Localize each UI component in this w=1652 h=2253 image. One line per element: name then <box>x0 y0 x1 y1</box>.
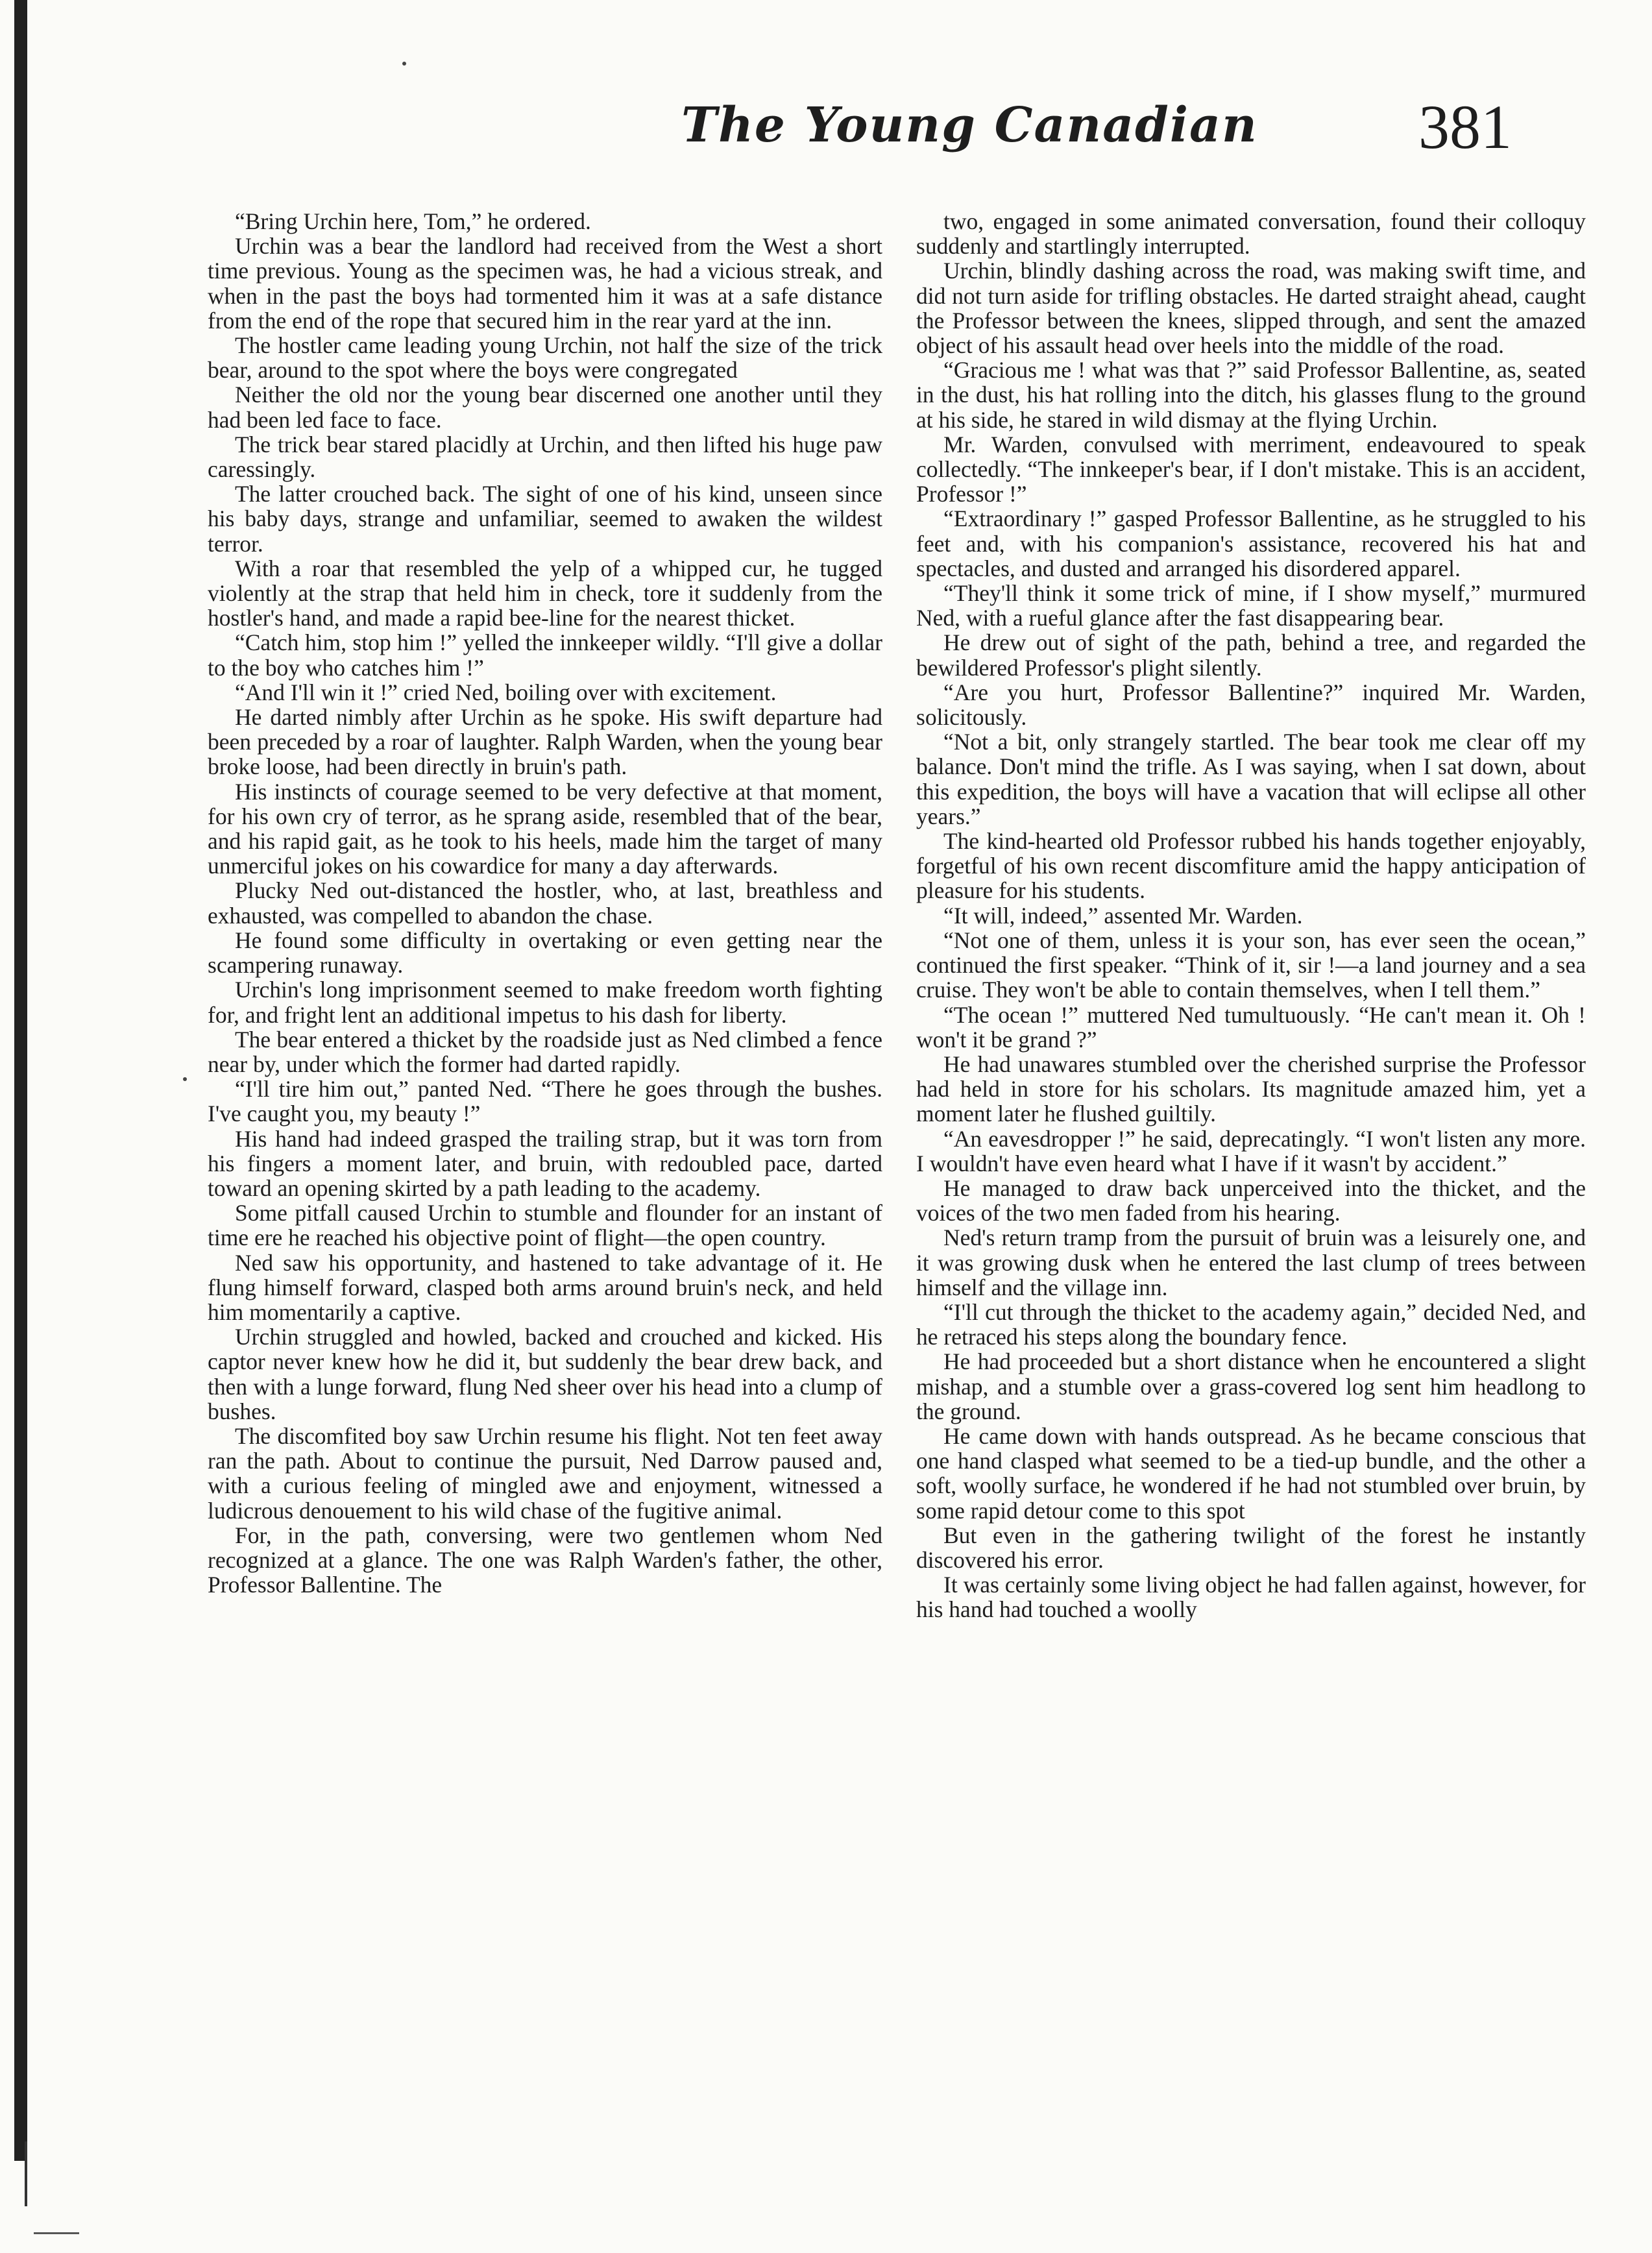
paragraph: He drew out of sight of the path, behind a tree, and regarded the bewildered Professor's plight silently. <box>916 629 1586 681</box>
paragraph: Mr. Warden, convulsed with merriment, endeavoured to speak collectedly. “The innkeeper's bear, if I don't mistake. This is an accident, Professor !” <box>916 431 1586 507</box>
paragraph: two, engaged in some animated conversation, found their colloquy suddenly and startlingly interrupted. <box>916 208 1586 260</box>
paragraph: “It will, indeed,” assented Mr. Warden. <box>943 902 1303 929</box>
right-column <box>916 209 1586 1622</box>
paragraph: He had unawares stumbled over the cherished surprise the Professor had held in store for his scholars. Its magnitude amazed him, yet a moment later he flushed guiltily. <box>916 1051 1586 1127</box>
paragraph: Some pitfall caused Urchin to stumble and flounder for an instant of time ere he reached his objective point of flight—the open country. <box>208 1200 882 1251</box>
paragraph: He managed to draw back unperceived into the thicket, and the voices of the two men faded from his hearing. <box>916 1175 1586 1226</box>
left-column <box>208 209 882 1597</box>
paragraph: Urchin was a bear the landlord had received from the West a short time previous. Young as the specimen was, he had a vicious streak, and when in the past the boys had tormented him it was at a safe distance from the end of the rope that secured him in the rear yard at the inn. <box>208 233 882 334</box>
print-speck <box>183 1077 187 1081</box>
paragraph: For, in the path, conversing, were two gentlemen whom Ned recognized at a glance. The one was Ralph Warden's father, the other, Professor Ballentine. The <box>208 1522 882 1598</box>
paragraph: He had proceeded but a short distance when he encountered a slight mishap, and a stumble over a grass-covered log sent him headlong to the ground. <box>916 1348 1586 1424</box>
paragraph: “The ocean !” muttered Ned tumultuously. “He can't mean it. Oh ! won't it be grand ?” <box>916 1001 1586 1053</box>
paragraph: Ned's return tramp from the pursuit of bruin was a leisurely one, and it was growing dusk when he entered the last clump of trees between himself and the village inn. <box>916 1224 1586 1300</box>
paragraph: He found some difficulty in overtaking or even getting near the scampering runaway. <box>208 927 882 979</box>
paragraph: “Extraordinary !” gasped Professor Ballentine, as he struggled to his feet and, with his companion's assistance, recovered his hat and spectacles, and dusted and arranged his disordered apparel. <box>916 505 1586 581</box>
page-number: 381 <box>1418 92 1512 162</box>
paragraph: Urchin struggled and howled, backed and crouched and kicked. His captor never knew how he did it, but suddenly the bear drew back, and then with a lunge forward, flung Ned sheer over his head into a clump of bushes. <box>208 1324 882 1424</box>
paragraph: The kind-hearted old Professor rubbed his hands together enjoyably, forgetful of his own recent discomfiture amid the happy anticipation of pleasure for his students. <box>916 828 1586 904</box>
paragraph: Urchin, blindly dashing across the road, was making swift time, and did not turn aside for trifling obstacles. He darted straight ahead, caught the Professor between the knees, slipped through, and sent the amazed object of his assault head over heels into the middle of the road. <box>916 258 1586 359</box>
print-speck <box>402 62 406 66</box>
paragraph: The hostler came leading young Urchin, not half the size of the trick bear, around to the spot where the boys were congregated <box>208 332 882 384</box>
page-binding-edge-bottom <box>25 2141 34 2206</box>
paragraph: “Bring Urchin here, Tom,” he ordered. <box>235 208 591 234</box>
paragraph: His instincts of courage seemed to be very defective at that moment, for his own cry of terror, as he sprang aside, resembled that of the bear, and his rapid gait, as he took to his heels, made him the target of many unmerciful jokes on his cowardice for many a day afterwards. <box>208 778 882 879</box>
paragraph: “An eavesdropper !” he said, deprecatingly. “I won't listen any more. I wouldn't have even heard what I have if it wasn't by accident.” <box>916 1125 1586 1176</box>
paragraph: Neither the old nor the young bear discerned one another until they had been led face to face. <box>208 382 882 433</box>
paragraph: Ned saw his opportunity, and hastened to take advantage of it. He flung himself forward, clasped both arms around bruin's neck, and held him momentarily a captive. <box>208 1249 882 1325</box>
journal-title: The Young Canadian <box>681 97 1258 153</box>
paragraph: It was certainly some living object he had fallen against, however, for his hand had touched a woolly <box>916 1572 1586 1623</box>
page-corner-mark <box>34 2232 79 2234</box>
paragraph: “They'll think it some trick of mine, if I show myself,” murmured Ned, with a rueful glance after the fast disappearing bear. <box>916 580 1586 631</box>
paragraph: His hand had indeed grasped the trailing strap, but it was torn from his fingers a moment later, and bruin, with redoubled pace, darted toward an opening skirted by a path leading to the academy. <box>208 1125 882 1201</box>
paragraph: “Catch him, stop him !” yelled the innkeeper wildly. “I'll give a dollar to the boy who catches him !” <box>208 629 882 681</box>
paragraph: “Not one of them, unless it is your son, has ever seen the ocean,” continued the first speaker. “Think of it, sir !—a land journey and a sea cruise. They won't be able to contain themselves, when I tell them.” <box>916 927 1586 1003</box>
paragraph: “Are you hurt, Professor Ballentine?” inquired Mr. Warden, solicitously. <box>916 679 1586 731</box>
page-binding-edge <box>14 0 27 2161</box>
paragraph: With a roar that resembled the yelp of a whipped cur, he tugged violently at the strap that held him in check, tore it suddenly from the hostler's hand, and made a rapid bee-line for the nearest thicket. <box>208 555 882 631</box>
paragraph: “I'll tire him out,” panted Ned. “There he goes through the bushes. I've caught you, my beauty !” <box>208 1076 882 1127</box>
paragraph: He darted nimbly after Urchin as he spoke. His swift departure had been preceded by a roar of laughter. Ralph Warden, when the young bear broke loose, had been directly in bruin's path. <box>208 704 882 780</box>
page-header <box>214 91 1518 182</box>
paragraph: “Not a bit, only strangely startled. The bear took me clear off my balance. Don't mind the trifle. As I was saying, when I sat down, about this expedition, the boys will have a vacation that will eclipse all other years.” <box>916 729 1586 829</box>
paragraph: “And I'll win it !” cried Ned, boiling over with excitement. <box>235 679 777 705</box>
paragraph: “I'll cut through the thicket to the academy again,” decided Ned, and he retraced his steps along the boundary fence. <box>916 1298 1586 1350</box>
paragraph: He came down with hands outspread. As he became conscious that one hand clasped what seemed to be a tied-up bundle, and the other a soft, woolly surface, he wondered if he had not stumbled over bruin, by some rapid detour come to this spot <box>916 1422 1586 1524</box>
paragraph: Urchin's long imprisonment seemed to make freedom worth fighting for, and fright lent an additional impetus to his dash for liberty. <box>208 977 882 1028</box>
paragraph: The discomfited boy saw Urchin resume his flight. Not ten feet away ran the path. About to continue the pursuit, Ned Darrow paused and, with a curious feeling of mingled awe and enjoyment, witnessed a ludicrous denouement to his wild chase of the fugitive animal. <box>208 1422 882 1524</box>
paragraph: Plucky Ned out-distanced the hostler, who, at last, breathless and exhausted, was compelled to abandon the chase. <box>208 877 882 929</box>
paragraph: But even in the gathering twilight of the forest he instantly discovered his error. <box>916 1522 1586 1573</box>
paragraph: “Gracious me ! what was that ?” said Professor Ballentine, as, seated in the dust, his hat rolling into the ditch, his glasses flung to the ground at his side, he stared in wild dismay at the flying Urchin. <box>916 357 1586 433</box>
paragraph: The bear entered a thicket by the roadside just as Ned climbed a fence near by, under which the former had darted rapidly. <box>208 1026 882 1077</box>
paragraph: The trick bear stared placidly at Urchin, and then lifted his huge paw caressingly. <box>208 431 882 483</box>
paragraph: The latter crouched back. The sight of one of his kind, unseen since his baby days, strange and unfamiliar, seemed to awaken the wildest terror. <box>208 481 882 557</box>
